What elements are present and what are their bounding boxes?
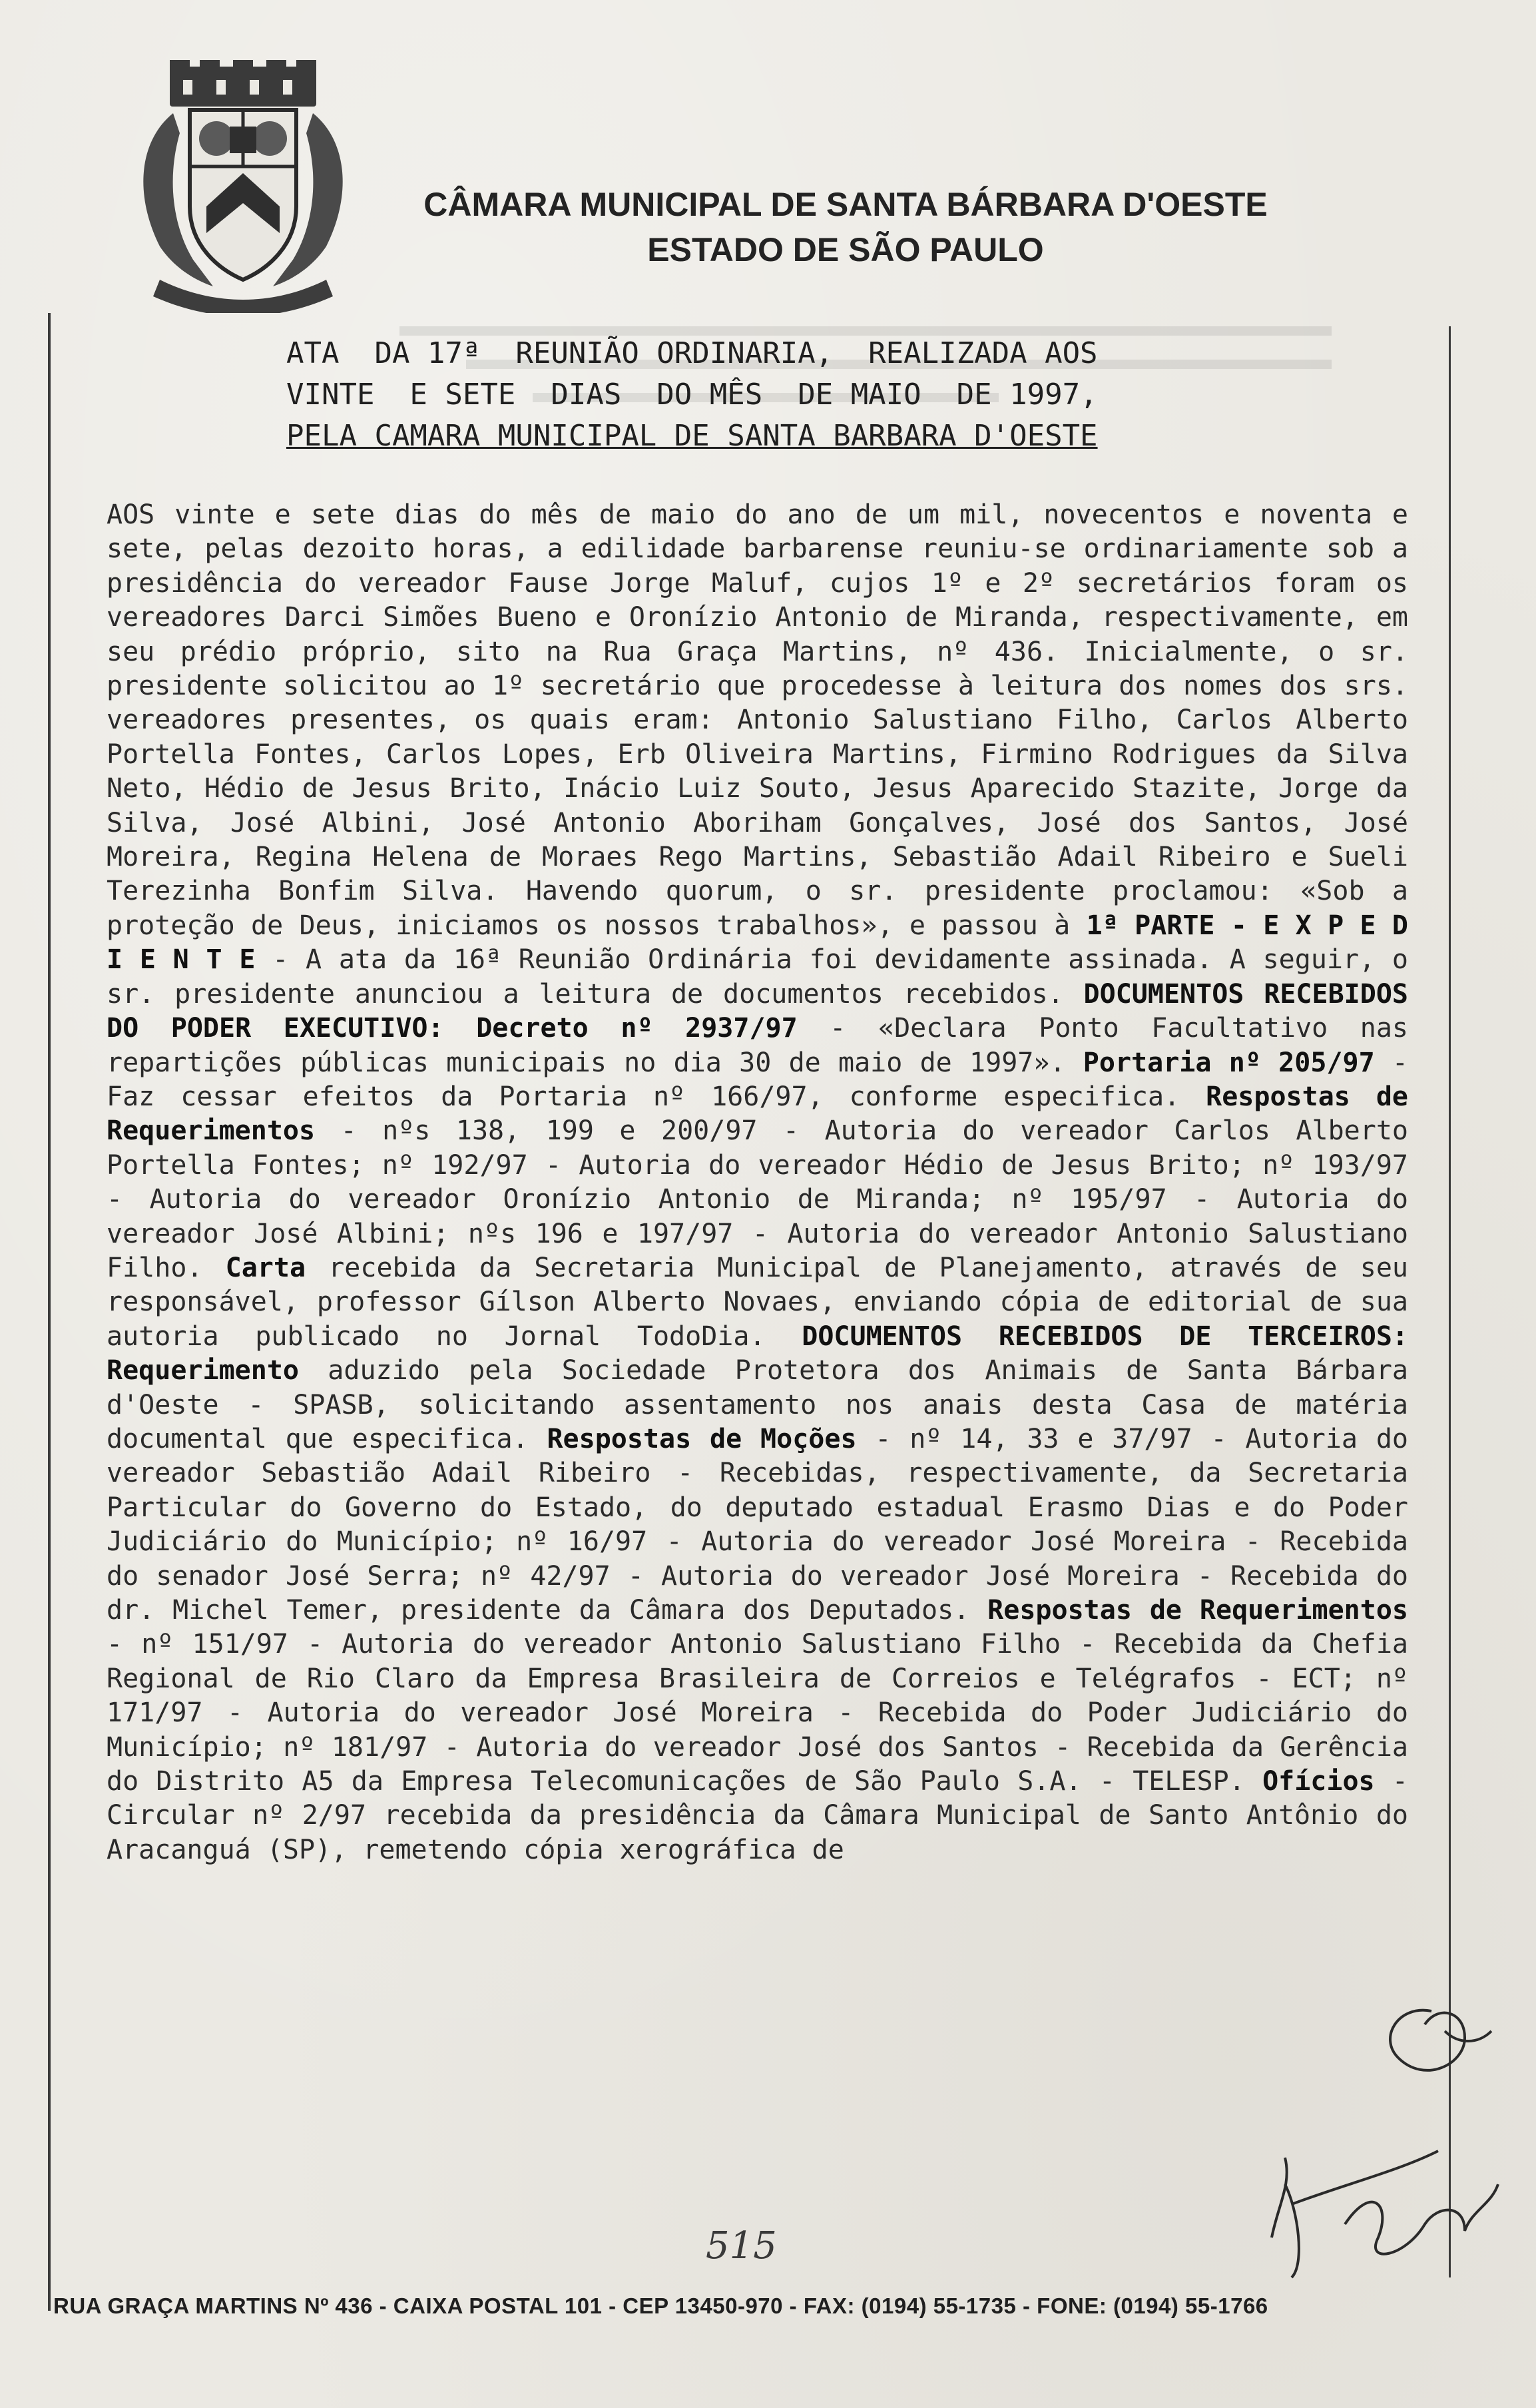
letterhead-state: ESTADO DE SÃO PAULO (647, 231, 1044, 268)
minutes-body (107, 498, 1408, 1867)
section-heading: Respostas de Moções (547, 1423, 857, 1454)
section-heading: 1ª PARTE - E X P E D I E N T E (107, 910, 1409, 976)
body-text-run: - Circular nº 2/97 recebida da presidência da Câmara Municipal de Santo Antônio do Aracanguá (SP), remetendo cópia xerográfica de (107, 1766, 1408, 1865)
body-text-run: - Faz cessar efeitos da Portaria nº 166/97, conforme especifica. (107, 1047, 1409, 1112)
footer-address: RUA GRAÇA MARTINS Nº 436 - CAIXA POSTAL 101 - CEP 13450-970 - FAX: (0194) 55-1735 - FONE: (0194) 55-1766 (53, 2293, 1268, 2318)
left-margin-line (48, 313, 51, 2311)
body-text-run: - nº 151/97 - Autoria do vereador Antonio Salustiano Filho - Recebida da Chefia Regional de Rio Claro da Empresa Brasileira de Correios e Telégrafos - ECT; nº 171/97 - Autoria do vereador José Moreira - Recebida do Poder Judiciário do Município; nº 181/97 - Autoria do vereador José dos Santos - Recebida da Gerência do Distrito A5 da Empresa Telecomunicações de São Paulo S.A. - TELESP. (107, 1629, 1408, 1797)
section-heading: Respostas de Requerimentos (107, 1081, 1409, 1147)
section-heading: Ofícios (1262, 1766, 1375, 1797)
body-text-run: - A ata da 16ª Reunião Ordinária foi devidamente assinada. A seguir, o sr. presidente anunciou a leitura de documentos recebidos. (107, 944, 1408, 1010)
minutes-title (286, 333, 1218, 457)
body-text-run: recebida da Secretaria Municipal de Planejamento, através de seu responsável, professor Gílson Alberto Novaes, enviando cópia de editorial de sua autoria publicado no Jornal TodoDia. (107, 1252, 1408, 1352)
body-text-run: aduzido pela Sociedade Protetora dos Animais de Santa Bárbara d'Oeste - SPASB, solicitando assentamento nos anais desta Casa de matéria documental que especifica. (107, 1355, 1408, 1454)
body-text-run: - «Declara Ponto Facultativo nas repartições públicas municipais no dia 30 de maio de 1997». (107, 1013, 1408, 1078)
section-heading: DOCUMENTOS RECEBIDOS DO PODER EXECUTIVO: Decreto nº 2937/97 (107, 978, 1409, 1044)
body-text-run: AOS vinte e sete dias do mês de maio do ano de um mil, novecentos e noventa e sete, pelas dezoito horas, a edilidade barbarense reuniu-se ordinariamente sob a presidência do vereador Fause Jorge Maluf, cujos 1º e 2º secretários foram os vereadores Darci Simões Bueno e Oronízio Antonio de Miranda, respectivamente, em seu prédio próprio, sito na Rua Graça Martins, nº 436. Inicialmente, o sr. presidente solicitou ao 1º secretário que procedesse à leitura dos nomes dos srs. vereadores presentes, os quais eram: Antonio Salustiano Filho, Carlos Alberto Portella Fontes, Carlos Lopes, Erb Oliveira Martins, Firmino Rodrigues da Silva Neto, Hédio de Jesus Brito, Inácio Luiz Souto, Jesus Aparecido Stazite, Jorge da Silva, José Albini, José Antonio Aboriham Gonçalves, José dos Santos, José Moreira, Regina Helena de Moraes Rego Martins, Sebastião Adail Ribeiro e Sueli Terezinha Bonfim Silva. Havendo quorum, o sr. presidente proclamou: «Sob a proteção de Deus, iniciamos os nossos trabalhos», e passou à (107, 499, 1408, 941)
page-number: 515 (706, 2224, 777, 2267)
title-line-2: VINTE E SETE DIAS DO MÊS DE MAIO DE 1997, (286, 378, 1098, 412)
section-heading: DOCUMENTOS RECEBIDOS DE TERCEIROS: Requerimento (107, 1321, 1408, 1386)
title-line-3: PELA CAMARA MUNICIPAL DE SANTA BARBARA D'OESTE (286, 419, 1098, 453)
body-text-run: - nºs 138, 199 e 200/97 - Autoria do vereador Carlos Alberto Portella Fontes; nº 192/97 - Autoria do vereador Hédio de Jesus Brito; nº 193/97 - Autoria do vereador Oronízio Antonio de Miranda; nº 195/97 - Autoria do vereador José Albini; nºs 196 e 197/97 - Autoria do vereador Antonio Salustiano Filho. (107, 1115, 1408, 1283)
body-text-run: - nº 14, 33 e 37/97 - Autoria do vereador Sebastião Adail Ribeiro - Recebidas, respectivamente, da Secretaria Particular do Governo do Estado, do deputado estadual Erasmo Dias e do Poder Judiciário do Município; nº 16/97 - Autoria do vereador José Moreira - Recebida do senador José Serra; nº 42/97 - Autoria do vereador José Moreira - Recebida do dr. Michel Temer, presidente da Câmara dos Deputados. (107, 1423, 1408, 1626)
letterhead-name: CÂMARA MUNICIPAL DE SANTA BÁRBARA D'OESTE (423, 186, 1268, 223)
section-heading: Portaria nº 205/97 (1083, 1047, 1375, 1078)
handwritten-signatures (1265, 1984, 1505, 2291)
section-heading: Respostas de Requerimentos (987, 1595, 1408, 1626)
section-heading: Carta (225, 1252, 306, 1283)
title-line-1: ATA DA 17ª REUNIÃO ORDINARIA, REALIZADA AOS (286, 336, 1098, 370)
municipal-coat-of-arms-icon (133, 60, 353, 313)
